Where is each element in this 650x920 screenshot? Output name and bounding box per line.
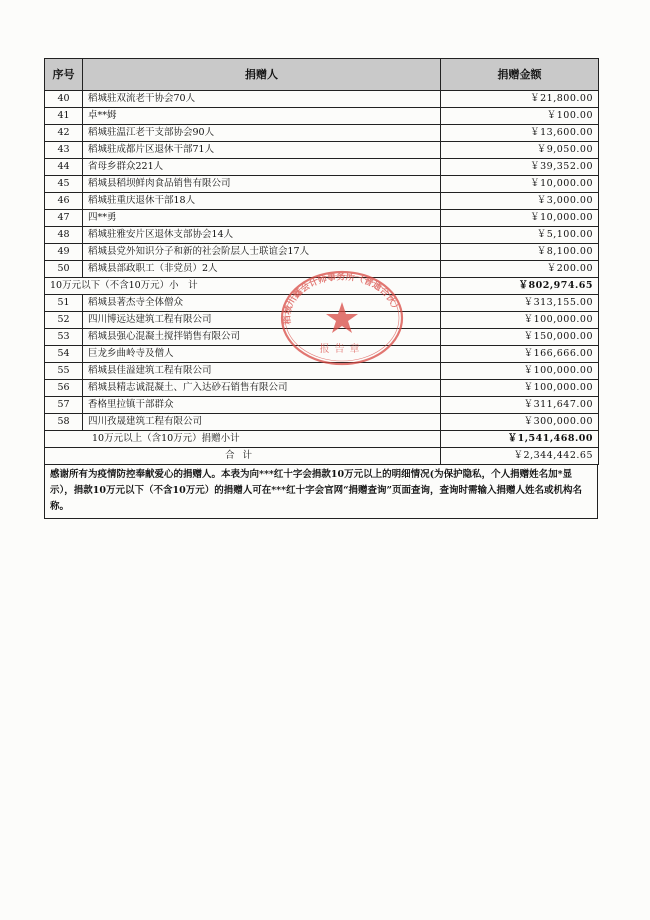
row-donor: 卓**姆: [83, 108, 441, 125]
row-amount: ￥166,666.00: [441, 346, 599, 363]
table-row: [45, 108, 599, 125]
row-donor: 稻城县精志诚混凝土、广入达砂石销售有限公司: [83, 380, 441, 397]
row-amount: ￥5,100.00: [441, 227, 599, 244]
table-row: [45, 261, 599, 278]
row-donor: 四**勇: [83, 210, 441, 227]
row-donor: 稻城县强心混凝土搅拌销售有限公司: [83, 329, 441, 346]
row-seq: 55: [45, 363, 83, 380]
table-row: [45, 329, 599, 346]
table-row: [45, 244, 599, 261]
row-amount: ￥9,050.00: [441, 142, 599, 159]
row-donor: 稻城县著杰寺全体僧众: [83, 295, 441, 312]
row-donor: 稻城驻重庆退休干部18人: [83, 193, 441, 210]
row-donor: 四川孜晟建筑工程有限公司: [83, 414, 441, 431]
row-amount: ￥311,647.00: [441, 397, 599, 414]
table-row: [45, 91, 599, 108]
table-row: [45, 346, 599, 363]
total-row: [45, 448, 599, 465]
table-row: [45, 363, 599, 380]
table-row: [45, 125, 599, 142]
table-row: [45, 397, 599, 414]
total-label: 合计: [45, 448, 441, 465]
row-donor: 稻城驻成都片区退休干部71人: [83, 142, 441, 159]
row-seq: 45: [45, 176, 83, 193]
row-donor: 巨龙乡曲岭寺及僧人: [83, 346, 441, 363]
row-amount: ￥150,000.00: [441, 329, 599, 346]
table-row: [45, 176, 599, 193]
row-amount: ￥100.00: [441, 108, 599, 125]
row-amount: ￥39,352.00: [441, 159, 599, 176]
row-donor: 稻城县稻坝鲜肉食品销售有限公司: [83, 176, 441, 193]
row-amount: ￥8,100.00: [441, 244, 599, 261]
table-row: [45, 193, 599, 210]
donation-sheet: [44, 58, 598, 519]
row-amount: ￥100,000.00: [441, 312, 599, 329]
row-seq: 53: [45, 329, 83, 346]
row-seq: 51: [45, 295, 83, 312]
row-seq: 52: [45, 312, 83, 329]
subtotal-small-row: [45, 278, 599, 295]
header-seq: 序号: [45, 59, 83, 91]
row-seq: 44: [45, 159, 83, 176]
row-amount: ￥100,000.00: [441, 363, 599, 380]
row-seq: 47: [45, 210, 83, 227]
table-row: [45, 210, 599, 227]
row-seq: 46: [45, 193, 83, 210]
table-row: [45, 159, 599, 176]
row-donor: 稻城县佳溢建筑工程有限公司: [83, 363, 441, 380]
row-seq: 57: [45, 397, 83, 414]
row-donor: 四川博远达建筑工程有限公司: [83, 312, 441, 329]
row-amount: ￥10,000.00: [441, 176, 599, 193]
table-row: [45, 312, 599, 329]
header-donor: 捐赠人: [83, 59, 441, 91]
row-amount: ￥200.00: [441, 261, 599, 278]
row-seq: 48: [45, 227, 83, 244]
subtotal-large-label: 10万元以上（含10万元）捐赠小计: [45, 431, 441, 448]
row-amount: ￥300,000.00: [441, 414, 599, 431]
subtotal-small-label: 10万元以下（不含10万元）小 计: [45, 278, 441, 295]
table-row: [45, 142, 599, 159]
row-amount: ￥10,000.00: [441, 210, 599, 227]
row-seq: 43: [45, 142, 83, 159]
row-amount: ￥313,155.00: [441, 295, 599, 312]
row-donor: 省母乡群众221人: [83, 159, 441, 176]
row-seq: 56: [45, 380, 83, 397]
row-amount: ￥21,800.00: [441, 91, 599, 108]
row-seq: 58: [45, 414, 83, 431]
svg-text:稻城川鑫会计师事务所（普通合伙）: 稻城川鑫会计师事务所（普通合伙）: [282, 272, 401, 325]
table-header-row: [45, 59, 599, 91]
subtotal-large-amount: ￥1,541,468.00: [441, 431, 599, 448]
row-seq: 41: [45, 108, 83, 125]
table-row: [45, 414, 599, 431]
row-donor: 稻城县党外知识分子和新的社会阶层人士联谊会17人: [83, 244, 441, 261]
subtotal-small-amount: ￥802,974.65: [441, 278, 599, 295]
row-donor: 香格里拉镇干部群众: [83, 397, 441, 414]
header-amount: 捐赠金额: [441, 59, 599, 91]
table-row: [45, 380, 599, 397]
acknowledgement-note: 感谢所有为疫情防控奉献爱心的捐赠人。本表为向***红十字会捐款10万元以上的明细情况(为保护隐私，个人捐赠姓名加*显示），捐款10万元以下（不含10万元）的捐赠人可在***红十字会官网“捐赠查询”页面查询，查询时需输入捐赠人姓名或机构名称。: [44, 465, 598, 519]
svg-text:报告章: 报告章: [319, 344, 365, 355]
row-amount: ￥100,000.00: [441, 380, 599, 397]
donation-table: [44, 58, 599, 465]
row-seq: 42: [45, 125, 83, 142]
table-row: [45, 227, 599, 244]
row-seq: 40: [45, 91, 83, 108]
total-amount: ￥2,344,442.65: [441, 448, 599, 465]
row-donor: 稻城驻雅安片区退休支部协会14人: [83, 227, 441, 244]
row-seq: 50: [45, 261, 83, 278]
row-seq: 49: [45, 244, 83, 261]
row-seq: 54: [45, 346, 83, 363]
row-amount: ￥3,000.00: [441, 193, 599, 210]
row-donor: 稻城县部政职工（非党员）2人: [83, 261, 441, 278]
row-amount: ￥13,600.00: [441, 125, 599, 142]
row-donor: 稻城驻温江老干支部协会90人: [83, 125, 441, 142]
subtotal-large-row: [45, 431, 599, 448]
table-row: [45, 295, 599, 312]
row-donor: 稻城驻双流老干协会70人: [83, 91, 441, 108]
